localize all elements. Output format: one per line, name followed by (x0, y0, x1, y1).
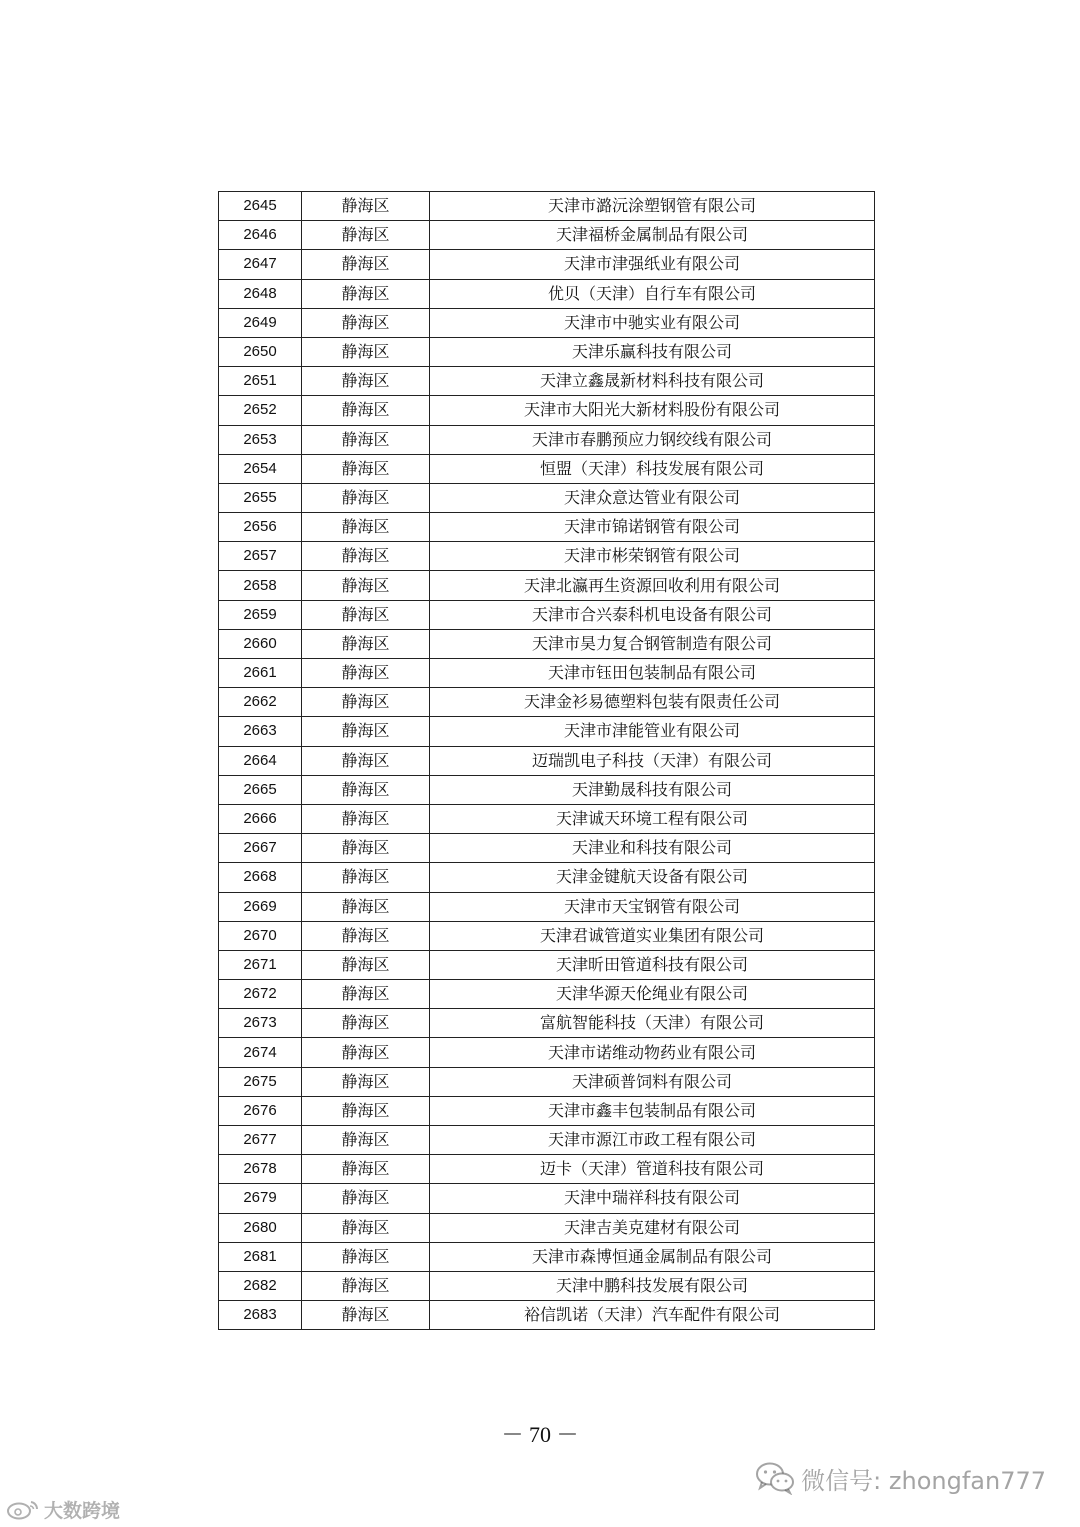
company-name-cell: 天津市潞沅涂塑钢管有限公司 (430, 192, 875, 221)
company-name-cell: 天津市天宝钢管有限公司 (430, 892, 875, 921)
district-cell: 静海区 (302, 308, 430, 337)
row-number-cell: 2671 (219, 950, 302, 979)
table-row (219, 425, 875, 454)
table-row (219, 1096, 875, 1125)
row-number-cell: 2680 (219, 1213, 302, 1242)
table-row (219, 513, 875, 542)
district-cell: 静海区 (302, 425, 430, 454)
row-number-cell: 2648 (219, 279, 302, 308)
district-cell: 静海区 (302, 746, 430, 775)
row-number-cell: 2670 (219, 921, 302, 950)
table-row (219, 688, 875, 717)
district-cell: 静海区 (302, 1126, 430, 1155)
company-name-cell: 天津市森博恒通金属制品有限公司 (430, 1242, 875, 1271)
table-row (219, 1067, 875, 1096)
company-name-cell: 天津市鑫丰包装制品有限公司 (430, 1096, 875, 1125)
company-name-cell: 迈卡（天津）管道科技有限公司 (430, 1155, 875, 1184)
district-cell: 静海区 (302, 863, 430, 892)
district-cell: 静海区 (302, 279, 430, 308)
row-number-cell: 2653 (219, 425, 302, 454)
table-row (219, 921, 875, 950)
district-cell: 静海区 (302, 337, 430, 366)
row-number-cell: 2668 (219, 863, 302, 892)
weibo-name-text: 大数跨境 (44, 1499, 121, 1522)
company-name-cell: 恒盟（天津）科技发展有限公司 (430, 454, 875, 483)
company-name-cell: 富航智能科技（天津）有限公司 (430, 1009, 875, 1038)
row-number-cell: 2661 (219, 659, 302, 688)
table-row (219, 1213, 875, 1242)
row-number-cell: 2649 (219, 308, 302, 337)
table-row (219, 717, 875, 746)
row-number-cell: 2651 (219, 367, 302, 396)
row-number-cell: 2664 (219, 746, 302, 775)
district-cell: 静海区 (302, 688, 430, 717)
district-cell: 静海区 (302, 1009, 430, 1038)
table-row (219, 600, 875, 629)
district-cell: 静海区 (302, 1155, 430, 1184)
district-cell: 静海区 (302, 659, 430, 688)
company-name-cell: 天津金衫易德塑料包装有限责任公司 (430, 688, 875, 717)
row-number-cell: 2679 (219, 1184, 302, 1213)
table-row (219, 1038, 875, 1067)
row-number-cell: 2666 (219, 804, 302, 833)
table-row (219, 804, 875, 833)
district-cell: 静海区 (302, 396, 430, 425)
company-name-cell: 天津吉美克建材有限公司 (430, 1213, 875, 1242)
row-number-cell: 2681 (219, 1242, 302, 1271)
district-cell: 静海区 (302, 980, 430, 1009)
company-name-cell: 天津市昊力复合钢管制造有限公司 (430, 629, 875, 658)
company-name-cell: 优贝（天津）自行车有限公司 (430, 279, 875, 308)
table-row (219, 834, 875, 863)
company-name-cell: 天津北瀛再生资源回收利用有限公司 (430, 571, 875, 600)
district-cell: 静海区 (302, 513, 430, 542)
company-name-cell: 天津诚天环境工程有限公司 (430, 804, 875, 833)
district-cell: 静海区 (302, 921, 430, 950)
table-row (219, 892, 875, 921)
district-cell: 静海区 (302, 950, 430, 979)
district-cell: 静海区 (302, 1067, 430, 1096)
table-row (219, 629, 875, 658)
row-number-cell: 2662 (219, 688, 302, 717)
district-cell: 静海区 (302, 717, 430, 746)
row-number-cell: 2652 (219, 396, 302, 425)
table-row (219, 571, 875, 600)
table-row (219, 1184, 875, 1213)
district-cell: 静海区 (302, 1038, 430, 1067)
table-row (219, 863, 875, 892)
table-row (219, 250, 875, 279)
table-row (219, 279, 875, 308)
page-number: － 70 － (501, 1422, 579, 1447)
table-row (219, 950, 875, 979)
company-table (218, 191, 875, 1330)
company-name-cell: 裕信凯诺（天津）汽车配件有限公司 (430, 1301, 875, 1330)
company-name-cell: 天津市津能管业有限公司 (430, 717, 875, 746)
row-number-cell: 2657 (219, 542, 302, 571)
table-row (219, 1242, 875, 1271)
row-number-cell: 2659 (219, 600, 302, 629)
company-name-cell: 迈瑞凯电子科技（天津）有限公司 (430, 746, 875, 775)
district-cell: 静海区 (302, 571, 430, 600)
district-cell: 静海区 (302, 775, 430, 804)
table-row (219, 1009, 875, 1038)
company-name-cell: 天津福桥金属制品有限公司 (430, 221, 875, 250)
row-number-cell: 2647 (219, 250, 302, 279)
company-name-cell: 天津市中驰实业有限公司 (430, 308, 875, 337)
wechat-icon (755, 1461, 795, 1495)
table-body (219, 192, 875, 1330)
district-cell: 静海区 (302, 1096, 430, 1125)
weibo-icon (6, 1498, 40, 1520)
company-name-cell: 天津市津强纸业有限公司 (430, 250, 875, 279)
table-row (219, 337, 875, 366)
row-number-cell: 2675 (219, 1067, 302, 1096)
row-number-cell: 2646 (219, 221, 302, 250)
table-row (219, 659, 875, 688)
company-name-cell: 天津乐赢科技有限公司 (430, 337, 875, 366)
wechat-watermark (755, 1458, 1046, 1498)
district-cell: 静海区 (302, 221, 430, 250)
row-number-cell: 2655 (219, 483, 302, 512)
row-number-cell: 2658 (219, 571, 302, 600)
company-name-cell: 天津华源天伦绳业有限公司 (430, 980, 875, 1009)
district-cell: 静海区 (302, 804, 430, 833)
table-row (219, 221, 875, 250)
company-name-cell: 天津勤晟科技有限公司 (430, 775, 875, 804)
company-name-cell: 天津硕普饲料有限公司 (430, 1067, 875, 1096)
table-row (219, 1301, 875, 1330)
table-row (219, 542, 875, 571)
company-name-cell: 天津昕田管道科技有限公司 (430, 950, 875, 979)
row-number-cell: 2676 (219, 1096, 302, 1125)
table-row (219, 1155, 875, 1184)
company-name-cell: 天津君诚管道实业集团有限公司 (430, 921, 875, 950)
district-cell: 静海区 (302, 1213, 430, 1242)
table-row (219, 396, 875, 425)
company-name-cell: 天津业和科技有限公司 (430, 834, 875, 863)
wechat-id-text: 微信号: zhongfan777 (801, 1466, 1046, 1495)
table-row (219, 980, 875, 1009)
district-cell: 静海区 (302, 1301, 430, 1330)
district-cell: 静海区 (302, 1242, 430, 1271)
company-name-cell: 天津中鹏科技发展有限公司 (430, 1271, 875, 1300)
row-number-cell: 2656 (219, 513, 302, 542)
table-row (219, 1126, 875, 1155)
row-number-cell: 2682 (219, 1271, 302, 1300)
district-cell: 静海区 (302, 542, 430, 571)
row-number-cell: 2678 (219, 1155, 302, 1184)
district-cell: 静海区 (302, 892, 430, 921)
district-cell: 静海区 (302, 250, 430, 279)
company-name-cell: 天津市春鹏预应力钢绞线有限公司 (430, 425, 875, 454)
row-number-cell: 2650 (219, 337, 302, 366)
row-number-cell: 2683 (219, 1301, 302, 1330)
table-row (219, 1271, 875, 1300)
district-cell: 静海区 (302, 1271, 430, 1300)
table-row (219, 483, 875, 512)
company-name-cell: 天津金键航天设备有限公司 (430, 863, 875, 892)
district-cell: 静海区 (302, 367, 430, 396)
company-name-cell: 天津众意达管业有限公司 (430, 483, 875, 512)
row-number-cell: 2663 (219, 717, 302, 746)
row-number-cell: 2660 (219, 629, 302, 658)
row-number-cell: 2667 (219, 834, 302, 863)
row-number-cell: 2674 (219, 1038, 302, 1067)
weibo-watermark (6, 1496, 120, 1522)
row-number-cell: 2672 (219, 980, 302, 1009)
district-cell: 静海区 (302, 1184, 430, 1213)
district-cell: 静海区 (302, 629, 430, 658)
company-name-cell: 天津市彬荣钢管有限公司 (430, 542, 875, 571)
company-name-cell: 天津市锦诺钢管有限公司 (430, 513, 875, 542)
company-name-cell: 天津中瑞祥科技有限公司 (430, 1184, 875, 1213)
company-name-cell: 天津市钰田包装制品有限公司 (430, 659, 875, 688)
row-number-cell: 2654 (219, 454, 302, 483)
company-name-cell: 天津市大阳光大新材料股份有限公司 (430, 396, 875, 425)
district-cell: 静海区 (302, 483, 430, 512)
row-number-cell: 2665 (219, 775, 302, 804)
company-name-cell: 天津市诺维动物药业有限公司 (430, 1038, 875, 1067)
table-row (219, 192, 875, 221)
row-number-cell: 2669 (219, 892, 302, 921)
district-cell: 静海区 (302, 834, 430, 863)
table-row (219, 454, 875, 483)
row-number-cell: 2673 (219, 1009, 302, 1038)
row-number-cell: 2677 (219, 1126, 302, 1155)
company-name-cell: 天津市源江市政工程有限公司 (430, 1126, 875, 1155)
table-row (219, 367, 875, 396)
company-name-cell: 天津市合兴泰科机电设备有限公司 (430, 600, 875, 629)
row-number-cell: 2645 (219, 192, 302, 221)
district-cell: 静海区 (302, 454, 430, 483)
company-name-cell: 天津立鑫晟新材料科技有限公司 (430, 367, 875, 396)
table-row (219, 308, 875, 337)
district-cell: 静海区 (302, 192, 430, 221)
table-row (219, 775, 875, 804)
district-cell: 静海区 (302, 600, 430, 629)
table-row (219, 746, 875, 775)
